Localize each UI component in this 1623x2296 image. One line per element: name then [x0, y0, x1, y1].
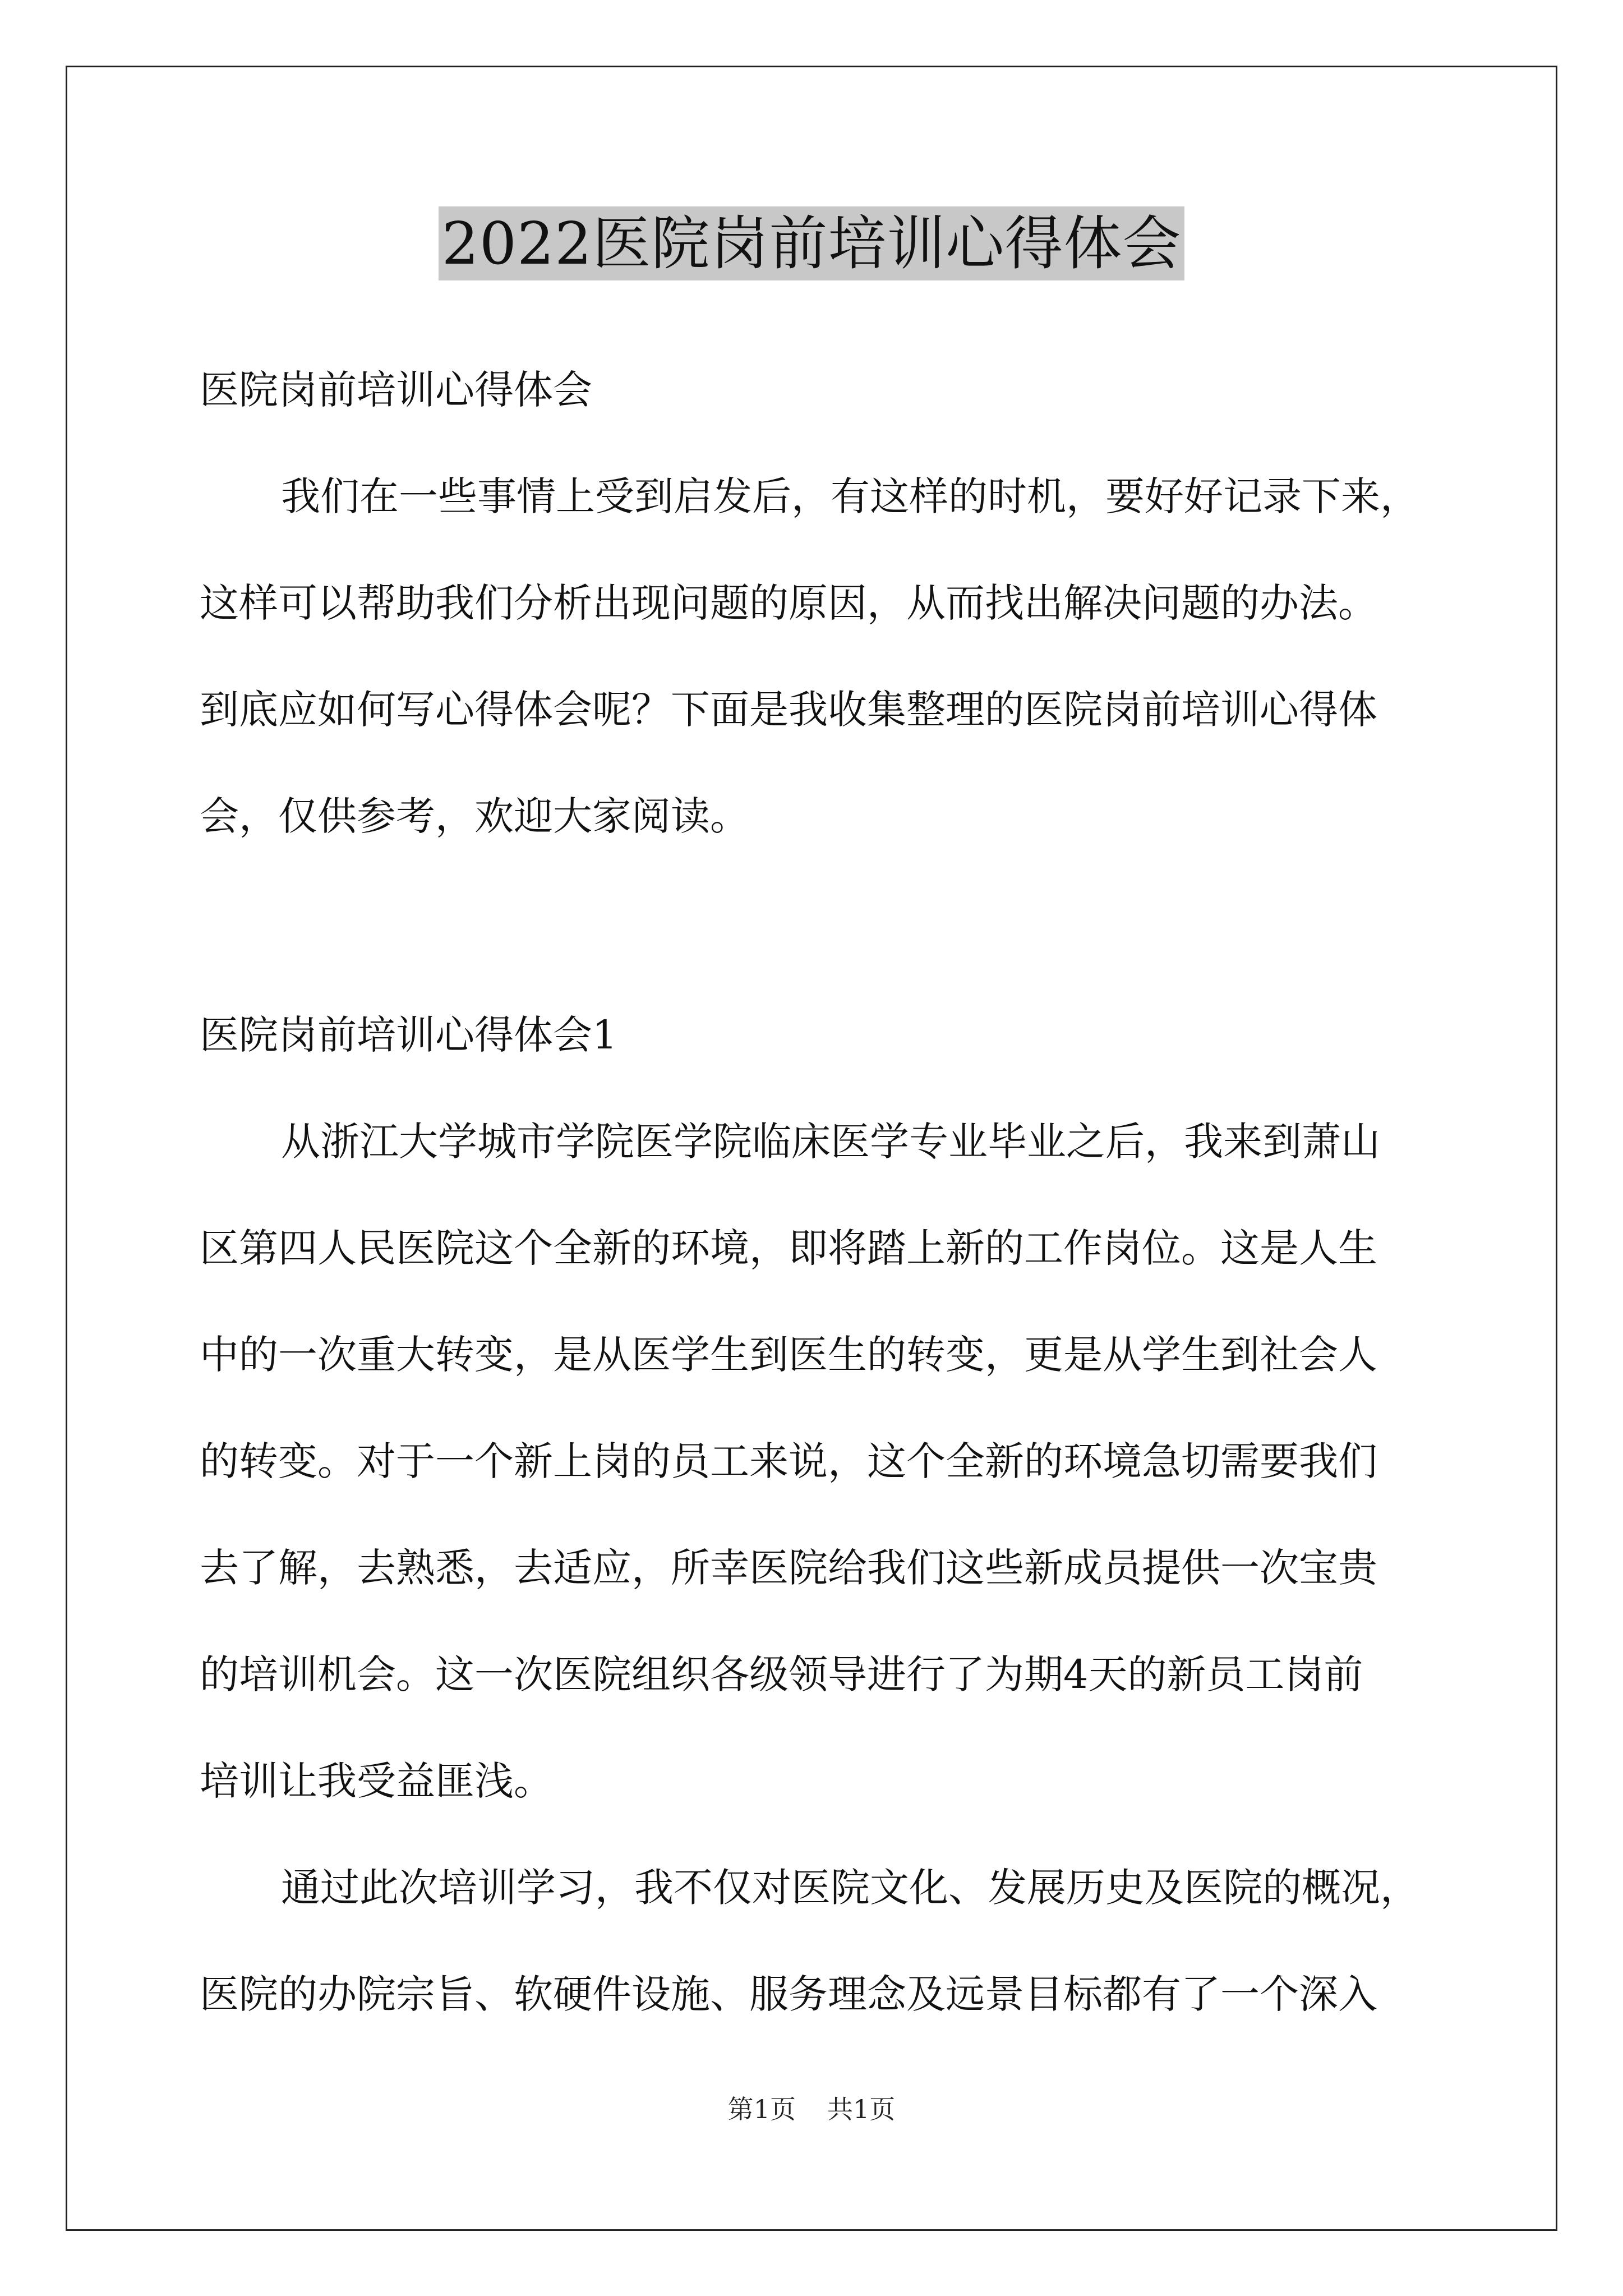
section-spacer	[200, 869, 1428, 982]
intro-line: 到底应如何写心得体会呢？下面是我收集整理的医院岗前培训心得体	[200, 687, 1377, 733]
document-title: 2022医院岗前培训心得体会	[439, 206, 1185, 280]
intro-line: 我们在一些事情上受到启发后，有这样的时机，要好好记录下来，	[281, 473, 1419, 519]
intro-line: 会，仅供参考，欢迎大家阅读。	[200, 793, 749, 839]
subtitle: 医院岗前培训心得体会	[200, 367, 592, 413]
document-body	[200, 337, 1428, 2047]
paragraph-line: 的转变。对于一个新上岗的员工来说，这个全新的环境急切需要我们	[200, 1438, 1377, 1484]
paragraph-line: 从浙江大学城市学院医学院临床医学专业毕业之后，我来到萧山	[281, 1119, 1380, 1165]
paragraph-line: 培训让我受益匪浅。	[200, 1758, 553, 1804]
page-total: 共1页	[827, 2094, 896, 2124]
paragraph-line: 中的一次重大转变，是从医学生到医生的转变，更是从学生到社会人	[200, 1332, 1377, 1378]
page-footer	[0, 2092, 1623, 2126]
page-number: 第1页	[727, 2094, 796, 2124]
paragraph-line: 去了解，去熟悉，去适应，所幸医院给我们这些新成员提供一次宝贵	[200, 1545, 1377, 1591]
paragraph-line: 医院的办院宗旨、软硬件设施、服务理念及远景目标都有了一个深入	[200, 1971, 1377, 2017]
title-container	[0, 206, 1623, 280]
paragraph-line: 区第四人民医院这个全新的环境，即将踏上新的工作岗位。这是人生	[200, 1225, 1377, 1271]
intro-line: 这样可以帮助我们分析出现问题的原因，从而找出解决问题的办法。	[200, 580, 1377, 626]
section-heading: 医院岗前培训心得体会1	[200, 1012, 617, 1058]
paragraph-line: 通过此次培训学习，我不仅对医院文化、发展历史及医院的概况，	[281, 1865, 1419, 1911]
paragraph-line: 的培训机会。这一次医院组织各级领导进行了为期4天的新员工岗前	[200, 1651, 1363, 1697]
